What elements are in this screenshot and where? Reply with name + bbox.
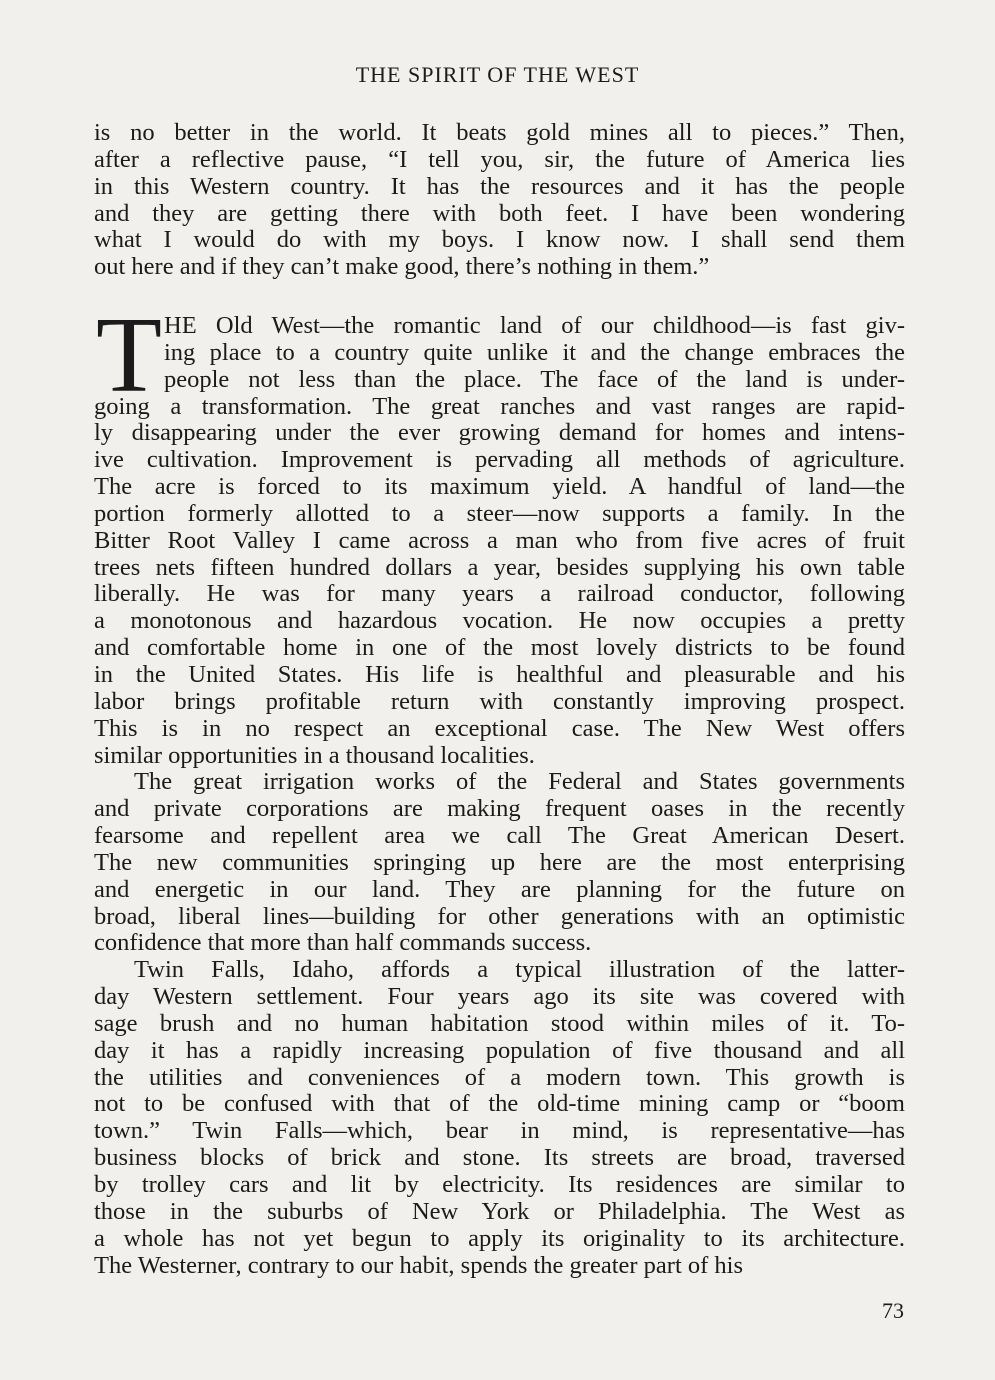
text-line: Bitter Root Valley I came across a man who from five acres of fruit <box>94 526 905 554</box>
text-line: what I would do with my boys. I know now. I shall send them <box>94 226 905 254</box>
text-line: those in the suburbs of New York or Philadelphia. The West as <box>94 1197 905 1225</box>
text-line: day it has a rapidly increasing population of five thousand and all <box>94 1036 905 1064</box>
text-line: liberally. He was for many years a railroad conductor, following <box>94 580 905 608</box>
text-line: ly disappearing under the ever growing demand for homes and intens- <box>94 419 905 447</box>
text-line: and they are getting there with both feet. I have been wondering <box>94 199 905 227</box>
text-line: in this Western country. It has the resources and it has the people <box>94 172 905 200</box>
text-line: out here and if they can’t make good, there’s nothing in them.” <box>94 253 710 281</box>
text-line: ive cultivation. Improvement is pervading all methods of agriculture. <box>94 446 905 474</box>
text-line: The new communities springing up here are the most enterprising <box>94 848 905 876</box>
text-line: similar opportunities in a thousand localities. <box>94 741 535 769</box>
text-line: portion formerly allotted to a steer—now supports a family. In the <box>94 499 905 527</box>
text-line: a monotonous and hazardous vocation. He now occupies a pretty <box>94 607 905 635</box>
text-line: broad, liberal lines—building for other generations with an optimistic <box>94 902 905 930</box>
text-line: people not less than the place. The face of the land is under- <box>164 365 905 393</box>
text-line: The acre is forced to its maximum yield. A handful of land—the <box>94 473 905 501</box>
text-line: a whole has not yet begun to apply its originality to its architecture. <box>94 1224 905 1252</box>
text-line: in the United States. His life is healthful and pleasurable and his <box>94 660 905 688</box>
text-line: business blocks of brick and stone. Its streets are broad, traversed <box>94 1144 905 1172</box>
text-line: and energetic in our land. They are planning for the future on <box>94 875 905 903</box>
text-line: day Western settlement. Four years ago its site was covered with <box>94 983 905 1011</box>
text-line: The Westerner, contrary to our habit, spends the greater part of his <box>94 1251 744 1279</box>
text-line: not to be confused with that of the old-time mining camp or “boom <box>94 1090 905 1118</box>
text-line: town.” Twin Falls—which, bear in mind, is representative—has <box>94 1117 905 1145</box>
text-line: fearsome and repellent area we call The Great American Desert. <box>94 822 905 850</box>
text-line: the utilities and conveniences of a modern town. This growth is <box>94 1063 905 1091</box>
text-line: after a reflective pause, “I tell you, sir, the future of America lies <box>94 145 905 173</box>
text-line: Twin Falls, Idaho, affords a typical illustration of the latter- <box>134 956 905 984</box>
text-line: and comfortable home in one of the most lovely districts to be found <box>94 634 905 662</box>
text-line: by trolley cars and lit by electricity. Its residences are similar to <box>94 1171 905 1198</box>
drop-cap: T <box>96 296 162 415</box>
text-line: The great irrigation works of the Federal and States governments <box>134 768 905 796</box>
text-line: trees nets fifteen hundred dollars a year, besides supplying his own table <box>94 553 905 581</box>
text-line: is no better in the world. It beats gold mines all to pieces.” Then, <box>94 119 905 146</box>
section-body <box>94 296 905 1279</box>
text-line: ing place to a country quite unlike it and the change embraces the <box>164 338 905 366</box>
page-number: 73 <box>882 1298 904 1323</box>
continuation-paragraph <box>94 120 905 281</box>
text-line: going a transformation. The great ranches and vast ranges are rapid- <box>94 392 905 420</box>
text-line: labor brings profitable return with constantly improving prospect. <box>94 687 905 715</box>
text-line: sage brush and no human habitation stood within miles of it. To- <box>94 1009 905 1037</box>
text-line: confidence that more than half commands success. <box>94 929 592 957</box>
text-line: This is in no respect an exceptional case. The New West offers <box>94 714 905 742</box>
text-line: HE Old West—the romantic land of our childhood—is fast giv- <box>164 312 905 339</box>
text-line: and private corporations are making frequent oases in the recently <box>94 795 905 823</box>
running-head: THE SPIRIT OF THE WEST <box>355 62 640 87</box>
